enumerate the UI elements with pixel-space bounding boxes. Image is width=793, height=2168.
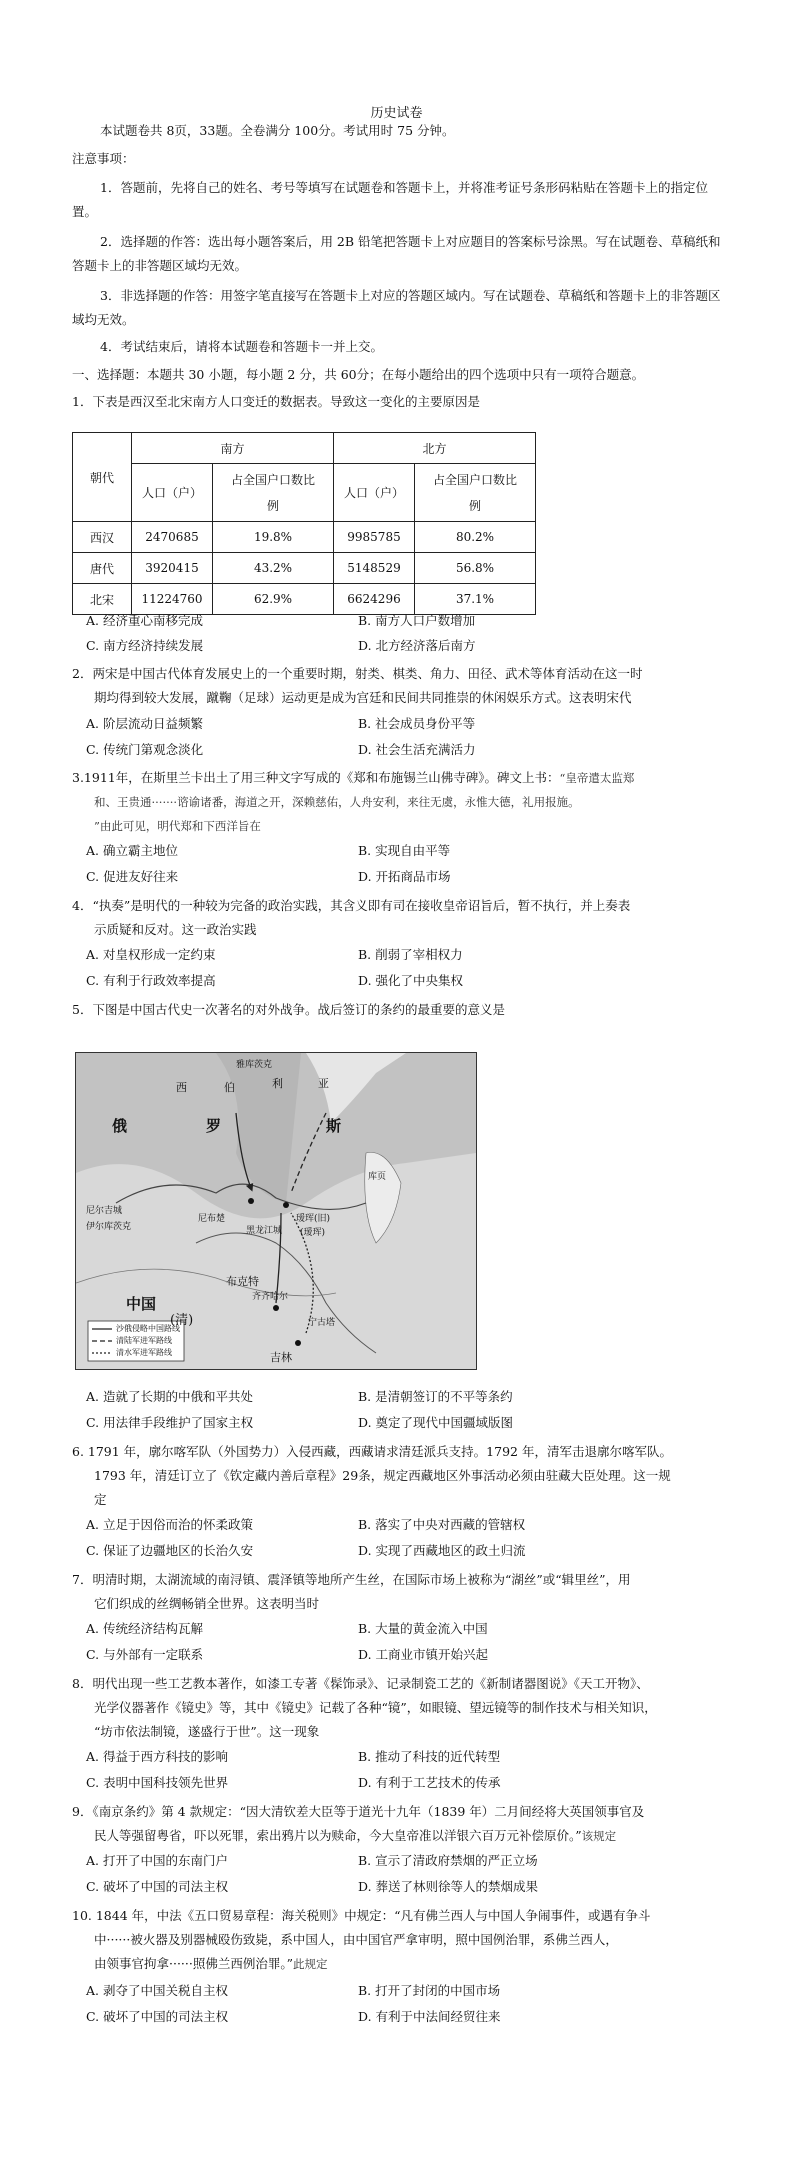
q10-option-d: D. 有利于中法间经贸往来 xyxy=(358,2009,501,2024)
q7-option-b: B. 大量的黄金流入中国 xyxy=(358,1621,488,1636)
map-label-si: 斯 xyxy=(326,1117,342,1135)
q9-option-d: D. 葬送了林则徐等人的禁烟成果 xyxy=(358,1879,539,1894)
question-4-stem-cont: 示质疑和反对。这一政治实践 xyxy=(94,922,257,937)
map-label-yakutsk: 雅库茨克 xyxy=(236,1060,273,1070)
notice-1: 1．答题前，先将自己的姓名、考号等填写在试题卷和答题卡上，并将准考证号条形码粘贴在答题卡上的指定位置。 xyxy=(72,180,708,219)
table-row: 西汉 2470685 19.8% 9985785 80.2% xyxy=(73,522,536,553)
map-label-city: 尼尔吉城 xyxy=(86,1206,123,1216)
question-8-stem-cont2: “坊市依法制镜，遂盛行于世”。这一现象 xyxy=(94,1724,320,1739)
q7-option-a: A. 传统经济结构瓦解 xyxy=(86,1621,203,1636)
q9-option-b: B. 宣示了清政府禁烟的严正立场 xyxy=(358,1853,538,1868)
q10-option-b: B. 打开了封闭的中国市场 xyxy=(358,1983,501,1998)
map-label-city: 伊尔库茨克 xyxy=(86,1222,132,1232)
map-label-china: 中国 xyxy=(126,1295,157,1313)
map-label-aihui: 瑷珲(旧) xyxy=(296,1214,331,1224)
q2-option-d: D. 社会生活充满活力 xyxy=(358,742,476,757)
question-6-stem: 6. 1791 年，廓尔喀军队（外国势力）入侵西藏，西藏请求清廷派兵支持。1792 年，清军击退廓尔喀军队。 xyxy=(72,1444,672,1459)
question-10-stem-cont2: 由领事官拘拿······照佛兰西例治罪。”此规定 xyxy=(94,1956,328,1971)
q4-option-c: C. 有利于行政效率提高 xyxy=(86,973,216,988)
table-header-pop: 人口（户） xyxy=(132,464,213,522)
map-legend-item: 清陆军进军路线 xyxy=(116,1336,172,1345)
q3-option-a: A. 确立霸主地位 xyxy=(86,843,178,858)
question-9-stem: 9．《南京条约》第 4 款规定：“因大清钦差大臣等于道光十九年（1839 年）二月间经将大英国领事官及 xyxy=(72,1804,645,1819)
q4-option-d: D. 强化了中央集权 xyxy=(358,973,464,988)
table-header-share: 占全国户口数比 例 xyxy=(415,464,536,522)
notice-3: 3．非选择题的作答：用签字笔直接写在答题卡上对应的答题区域内。写在试题卷、草稿纸和答题卡上的非答题区域均无效。 xyxy=(72,288,721,327)
map-label-luo: 罗 xyxy=(206,1117,222,1135)
table-header-dynasty: 朝代 xyxy=(73,433,132,522)
q7-option-c: C. 与外部有一定联系 xyxy=(86,1647,204,1662)
q1-option-d: D. 北方经济落后南方 xyxy=(358,638,476,653)
question-8-stem-cont: 光学仪器著作《镜史》等，其中《镜史》记载了各种“镜”，如眼镜、望远镜等的制作技术与相关知识， xyxy=(94,1700,657,1715)
map-legend-item: 清水军进军路线 xyxy=(116,1348,172,1357)
q5-option-c: C. 用法律手段维护了国家主权 xyxy=(86,1415,254,1430)
population-table xyxy=(72,432,536,615)
q3-option-d: D. 开拓商品市场 xyxy=(358,869,451,884)
q1-option-b: B. 南方人口户数增加 xyxy=(358,613,476,628)
q3-option-b: B. 实现自由平等 xyxy=(358,843,451,858)
table-header-pop: 人口（户） xyxy=(334,464,415,522)
q6-option-a: A. 立足于因俗而治的怀柔政策 xyxy=(86,1517,253,1532)
question-2-stem: 2．两宋是中国古代体育发展史上的一个重要时期，射类、棋类、角力、田径、武术等体育活动在这一时 xyxy=(72,666,643,681)
map-label-ningguta: 宁古塔 xyxy=(308,1318,336,1328)
map-label-nerchinsk: 尼布楚 xyxy=(198,1214,226,1224)
table-header-south: 南方 xyxy=(132,433,334,464)
notice-heading: 注意事项： xyxy=(72,151,135,166)
question-3-stem-cont2: ”由此可见，明代郑和下西洋旨在 xyxy=(94,819,261,833)
q8-option-d: D. 有利于工艺技术的传承 xyxy=(358,1775,501,1790)
q6-option-c: C. 保证了边疆地区的长治久安 xyxy=(86,1543,254,1558)
table-row: 北宋 11224760 62.9% 6624296 37.1% xyxy=(73,584,536,615)
question-2-stem-cont: 期均得到较大发展，蹴鞠（足球）运动更是成为宫廷和民间共同推崇的休闲娱乐方式。这表明宋代 xyxy=(94,690,632,705)
map-label-aihui2: (瑷珲) xyxy=(300,1228,326,1238)
q10-option-c: C. 破坏了中国的司法主权 xyxy=(86,2009,229,2024)
q7-option-d: D. 工商业市镇开始兴起 xyxy=(358,1647,489,1662)
q5-option-b: B. 是清朝签订的不平等条约 xyxy=(358,1389,513,1404)
q3-option-c: C. 促进友好往来 xyxy=(86,869,179,884)
map-label-sakhalin: 库页 xyxy=(368,1172,387,1182)
map-label-e: 俄 xyxy=(112,1117,128,1135)
question-3-stem-cont: 和、王贵通·······谘谕诸番，海道之开，深赖慈佑，人舟安利，来往无虞，永惟大德，礼用报施。 xyxy=(94,795,580,809)
question-8-stem: 8．明代出现一些工艺教本著作，如漆工专著《髹饰录》、记录制瓷工艺的《新制诸器图说》《天工开物》、 xyxy=(72,1676,649,1691)
map-label-bukui: 布克特 xyxy=(226,1275,259,1288)
map-label-qing: (清) xyxy=(170,1313,194,1328)
table-header-north: 北方 xyxy=(334,433,536,464)
q5-option-a: A. 造就了长期的中俄和平共处 xyxy=(86,1389,253,1404)
map-label-ya: 亚 xyxy=(318,1077,329,1090)
notice-4: 4．考试结束后，请将本试题卷和答题卡一并上交。 xyxy=(100,339,383,354)
map-label-jilin: 吉林 xyxy=(270,1351,292,1364)
question-6-stem-cont: 1793 年，清廷订立了《钦定藏内善后章程》29条，规定西藏地区外事活动必须由驻藏大臣处理。这一规 xyxy=(94,1468,671,1483)
question-5-stem: 5．下图是中国古代史一次著名的对外战争。战后签订的条约的最重要的意义是 xyxy=(72,1002,505,1017)
map-label-heilongjiang: 黑龙江城 xyxy=(246,1226,283,1236)
map-label-qiqihar: 齐齐哈尔 xyxy=(252,1292,289,1302)
map-label-li: 利 xyxy=(272,1077,283,1090)
question-4-stem: 4．“执奏”是明代的一种较为完备的政治实践，其含义即有司在接收皇帝诏旨后，暂不执行，并上奏表 xyxy=(72,898,631,913)
question-7-stem-cont: 它们织成的丝绸畅销全世界。这表明当时 xyxy=(94,1596,320,1611)
table-row: 唐代 3920415 43.2% 5148529 56.8% xyxy=(73,553,536,584)
section-heading: 一、选择题：本题共 30 小题，每小题 2 分，共 60分；在每小题给出的四个选项中只有一项符合题意。 xyxy=(72,367,645,382)
q1-option-a: A. 经济重心南移完成 xyxy=(86,613,203,628)
q1-option-c: C. 南方经济持续发展 xyxy=(86,638,204,653)
map-label-xi: 西 xyxy=(176,1081,187,1094)
q2-option-c: C. 传统门第观念淡化 xyxy=(86,742,204,757)
q6-option-d: D. 实现了西藏地区的政土归流 xyxy=(358,1543,526,1558)
exam-intro: 本试题卷共 8页，33题。全卷满分 100分。考试用时 75 分钟。 xyxy=(100,123,455,138)
q2-option-a: A. 阶层流动日益频繁 xyxy=(86,716,203,731)
question-6-stem-cont2: 定 xyxy=(94,1492,107,1507)
map-label-bo: 伯 xyxy=(224,1081,235,1094)
q8-option-a: A. 得益于西方科技的影响 xyxy=(86,1749,228,1764)
question-10-stem-cont: 中······被火器及别器械殴伤致毙，系中国人，由中国官严拿审明，照中国例治罪，系佛兰西人， xyxy=(94,1932,618,1947)
q6-option-b: B. 落实了中央对西藏的管辖权 xyxy=(358,1517,526,1532)
question-9-stem-cont: 民人等强留粤省，吓以死罪，索出鸦片以为赎命，今大皇帝准以洋银六百万元补偿原价。”该规定 xyxy=(94,1828,617,1843)
historical-map xyxy=(75,1052,477,1370)
q8-option-b: B. 推动了科技的近代转型 xyxy=(358,1749,501,1764)
question-1-stem: 1．下表是西汉至北宋南方人口变迁的数据表。导致这一变化的主要原因是 xyxy=(72,394,480,409)
q4-option-a: A. 对皇权形成一定约束 xyxy=(86,947,216,962)
map-legend-item: 沙俄侵略中国路线 xyxy=(116,1324,180,1333)
table-header-share: 占全国户口数比 例 xyxy=(213,464,334,522)
page-title: 历史试卷 xyxy=(370,106,423,121)
q4-option-b: B. 削弱了宰相权力 xyxy=(358,947,463,962)
question-10-stem: 10. 1844 年，中法《五口贸易章程：海关税则》中规定：“凡有佛兰西人与中国人争闹事件，或遇有争斗 xyxy=(72,1908,651,1923)
q9-option-c: C. 破坏了中国的司法主权 xyxy=(86,1879,229,1894)
q5-option-d: D. 奠定了现代中国疆域版图 xyxy=(358,1415,514,1430)
notice-2: 2．选择题的作答：选出每小题答案后，用 2B 铅笔把答题卡上对应题目的答案标号涂黑。写在试题卷、草稿纸和答题卡上的非答题区域均无效。 xyxy=(72,234,721,273)
q10-option-a: A. 剥夺了中国关税自主权 xyxy=(86,1983,228,1998)
question-7-stem: 7．明清时期，太湖流域的南浔镇、震泽镇等地所产生丝，在国际市场上被称为“湖丝”或“辑里丝”，用 xyxy=(72,1572,631,1587)
q9-option-a: A. 打开了中国的东南门户 xyxy=(86,1853,228,1868)
q8-option-c: C. 表明中国科技领先世界 xyxy=(86,1775,229,1790)
q2-option-b: B. 社会成员身份平等 xyxy=(358,716,476,731)
question-3-stem: 3.1911年，在斯里兰卡出土了用三种文字写成的《郑和布施锡兰山佛寺碑》。碑文上书：“皇帝遣太监郑 xyxy=(72,770,635,785)
